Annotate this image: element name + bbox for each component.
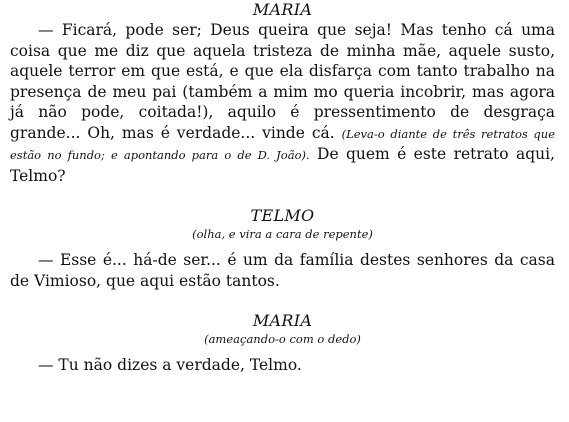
spacer — [10, 291, 555, 311]
speaker-name-maria-2: MARIA — [252, 311, 313, 330]
maria-speech-1-part-b: De quem é este retrato aqui, Telmo? — [10, 145, 555, 185]
stage-direction-telmo: (olha, e vira a cara de repente) — [192, 227, 373, 241]
spacer — [10, 242, 555, 250]
speaker-name-maria: MARIA — [252, 0, 313, 19]
maria-speech-1 — [10, 20, 555, 186]
maria-speech-1-part-a: — Ficará, pode ser; Deus queira que seja! Mas tenho cá uma coisa que me diz que aquela tristeza de minha mãe, aquele susto, aquele terror em que está, e que ela disfarça com tanto trabalho na presença de meu pai (também a mim mo queria incobrir, mas agora já não pode, coitada!), aquilo é pressentimento de desgraça grande... Oh, mas é verdade... vinde cá. — [10, 21, 555, 142]
stage-direction-maria: (ameaçando-o com o dedo) — [204, 332, 361, 346]
spacer — [10, 186, 555, 206]
maria-speech-2: — Tu não dizes a verdade, Telmo. — [38, 356, 302, 374]
speaker-name-telmo: TELMO — [250, 206, 315, 225]
spacer — [10, 347, 555, 355]
stage-direction-inline: (Leva-o diante de três retratos que estão no fundo; e apontando para o de D. João). — [10, 126, 556, 162]
telmo-speech: — Esse é... há-de ser... é um da família destes senhores da casa de Vimioso, que aqui estão tantos. — [10, 251, 555, 290]
